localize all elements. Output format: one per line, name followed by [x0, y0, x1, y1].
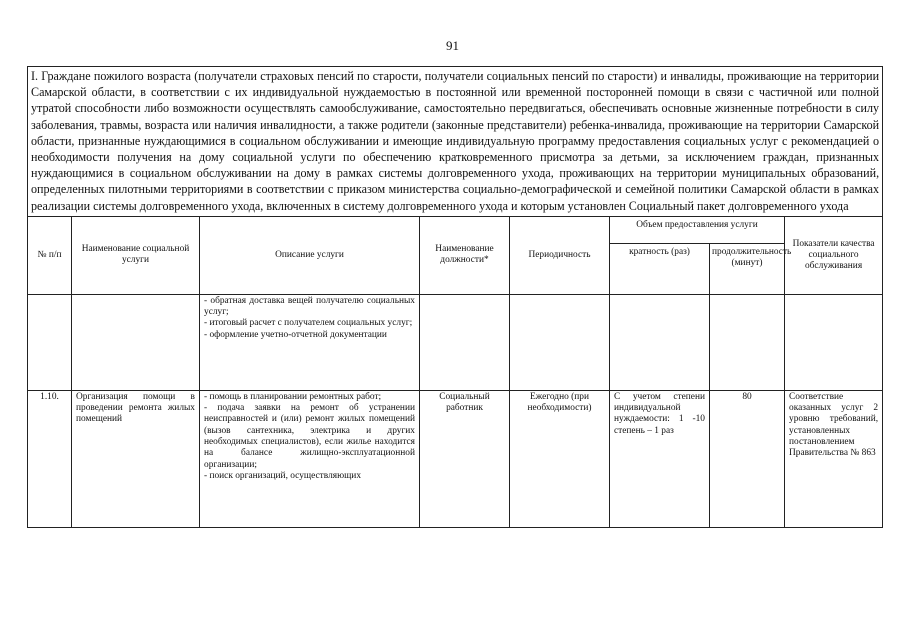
header-num: № п/п — [28, 216, 72, 294]
row-position: Социальный работник — [420, 390, 510, 527]
header-row-1 — [28, 216, 883, 243]
table-row — [28, 294, 883, 390]
header-periodicity: Периодичность — [510, 216, 610, 294]
row-quality: Соответствие оказанных услуг 2 уровню требований, установленных постановлением Правительства № 863 — [785, 390, 883, 527]
description-line: - подача заявки на ремонт об устранении неисправностей и (или) ремонт жилых помещений (вызов сантехника, электрика и других необходимых специалистов), если жилье находится на балансе жилищно-эксплуатационной организации; — [204, 403, 415, 470]
description-cell — [200, 294, 420, 390]
page-number: 91 — [446, 38, 459, 53]
description-line: - оформление учетно-отчетной документации — [204, 329, 387, 340]
section-title: I. Граждане пожилого возраста (получатели страховых пенсий по старости, получатели социальных пенсий по старости) и инвалиды, проживающие на территории Самарской области, в соответствии с их индивидуальной нуждаемостью в постоянной или временной посторонней помощи в связи с частичной или полной утратой способности либо возможности осуществлять самообслуживание, самостоятельно передвигаться, обеспечивать основные жизненные потребности в силу заболевания, травмы, возраста или наличия инвалидности, а также родители (законные представители) ребенка-инвалида, проживающие на территории Самарской области, признанные нуждающимися в социальном обслуживании и имеющие индивидуальную программу предоставления социальных услуг с рекомендацией о необходимости получения на дому социальной услуги по обеспечению кратковременного присмотра за детьми, за исключением граждан, признанных нуждающимися в социальном обслуживании на дому в рамках системы долговременного ухода, проживающих на территории муниципальных образований, определенных пилотными территориями в соответствии с приказом министерства социально-демографической и семейной политики Самарской области в рамках реализации системы долговременного ухода, включенных в систему долговременного ухода и которым установлен Социальный пакет долговременного ухода — [28, 67, 883, 217]
services-table — [27, 66, 883, 528]
header-multiplicity: кратность (раз) — [610, 243, 710, 294]
row-service-name: Организация помощи в проведении ремонта жилых помещений — [72, 390, 200, 527]
header-quality: Показатели качества социального обслуживания — [785, 216, 883, 294]
row-duration: 80 — [710, 390, 785, 527]
header-duration: продолжительность (минут) — [710, 243, 785, 294]
header-name: Наименование социальной услуги — [72, 216, 200, 294]
description-line: - обратная доставка вещей получателю социальных услуг; — [204, 295, 415, 318]
description-cell — [200, 390, 420, 527]
row-periodicity: Ежегодно (при необходимости) — [510, 390, 610, 527]
header-position: Наименование должности* — [420, 216, 510, 294]
header-volume: Объем предоставления услуги — [610, 216, 785, 243]
section-row — [28, 67, 883, 217]
description-line: - поиск организаций, осуществляющих — [204, 470, 362, 481]
table-row — [28, 390, 883, 527]
row-num: 1.10. — [28, 390, 72, 527]
description-line: - итоговый расчет с получателем социальных услуг; — [204, 318, 413, 329]
description-line: - помощь в планировании ремонтных работ; — [204, 391, 382, 402]
header-description: Описание услуги — [200, 216, 420, 294]
row-multiplicity: С учетом степени индивидуальной нуждаемости: 1 -10 степень – 1 раз — [610, 390, 710, 527]
